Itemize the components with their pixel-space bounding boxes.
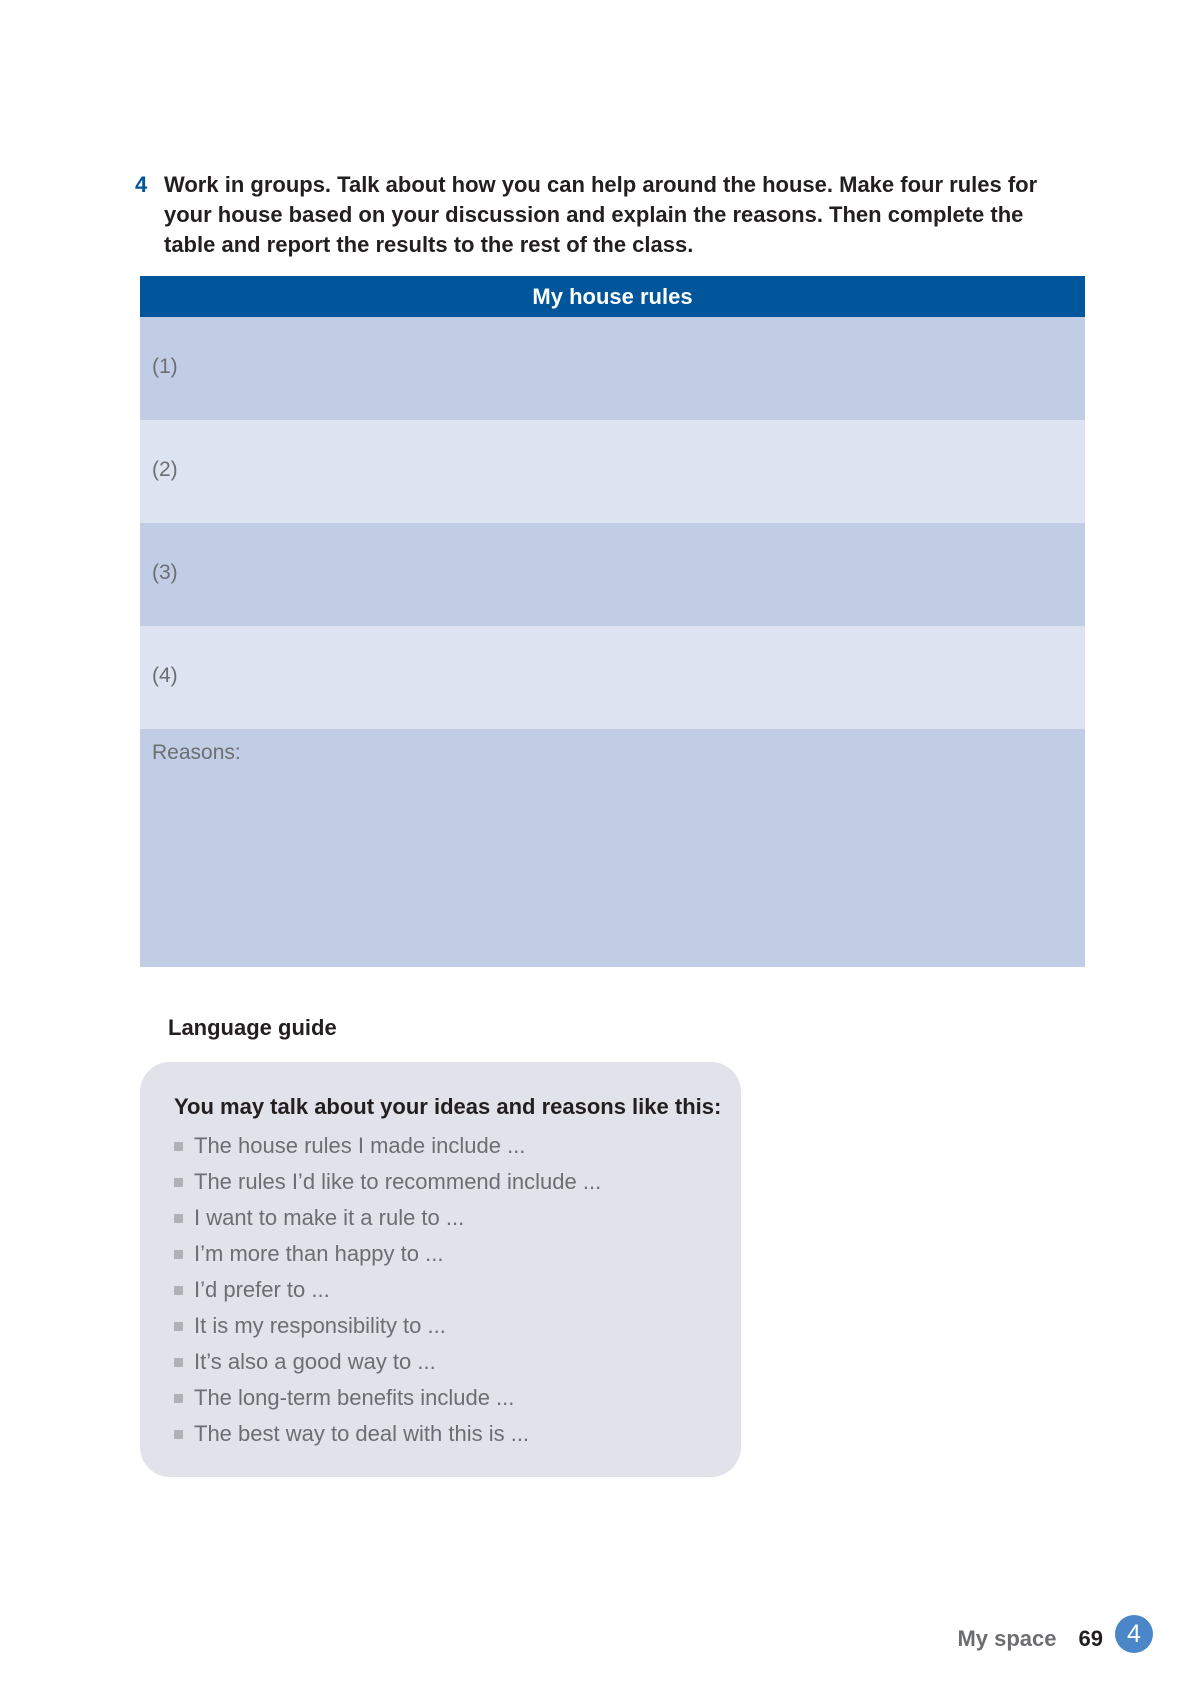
list-item xyxy=(174,1344,601,1380)
rule-row-number: (3) xyxy=(152,561,178,584)
language-guide-intro: You may talk about your ideas and reasons like this: xyxy=(174,1094,722,1119)
square-bullet-icon xyxy=(174,1286,183,1295)
rule-row-2[interactable] xyxy=(140,420,1085,523)
list-item-text: It’s also a good way to ... xyxy=(194,1349,436,1374)
list-item xyxy=(174,1236,601,1272)
list-item xyxy=(174,1164,601,1200)
list-item-text: The house rules I made include ... xyxy=(194,1133,526,1158)
reasons-label: Reasons: xyxy=(152,741,241,764)
list-item-text: I want to make it a rule to ... xyxy=(194,1205,465,1230)
unit-badge: 4 xyxy=(1115,1615,1153,1653)
list-item-text: I’m more than happy to ... xyxy=(194,1241,444,1266)
square-bullet-icon xyxy=(174,1214,183,1223)
square-bullet-icon xyxy=(174,1358,183,1367)
rule-row-number: (4) xyxy=(152,664,178,687)
square-bullet-icon xyxy=(174,1322,183,1331)
rule-row-1[interactable] xyxy=(140,317,1085,420)
language-guide-title: Language guide xyxy=(168,1015,337,1040)
rule-row-number: (2) xyxy=(152,458,178,481)
list-item-text: It is my responsibility to ... xyxy=(194,1313,446,1338)
square-bullet-icon xyxy=(174,1250,183,1259)
list-item-text: The best way to deal with this is ... xyxy=(194,1421,530,1446)
square-bullet-icon xyxy=(174,1430,183,1439)
list-item-text: The rules I’d like to recommend include ... xyxy=(194,1169,602,1194)
rule-row-4[interactable] xyxy=(140,626,1085,729)
language-guide-box xyxy=(140,1062,741,1477)
exercise-4 xyxy=(135,170,1075,260)
list-item xyxy=(174,1380,601,1416)
exercise-number: 4 xyxy=(135,172,148,197)
square-bullet-icon xyxy=(174,1142,183,1151)
page-number: 69 xyxy=(1078,1626,1103,1651)
list-item-text: The long-term benefits include ... xyxy=(194,1385,515,1410)
list-item xyxy=(174,1200,601,1236)
square-bullet-icon xyxy=(174,1178,183,1187)
list-item xyxy=(174,1308,601,1344)
page-footer xyxy=(957,1620,1153,1658)
language-guide-list xyxy=(174,1128,601,1452)
exercise-instruction: Work in groups. Talk about how you can help around the house. Make four rules for your house based on your discussion and explain the reasons. Then complete the table and report the results to the rest of the class. xyxy=(164,172,1038,257)
table-title: My house rules xyxy=(140,276,1085,317)
reasons-row[interactable] xyxy=(140,729,1085,967)
list-item xyxy=(174,1416,601,1452)
rule-row-3[interactable] xyxy=(140,523,1085,626)
list-item-text: I’d prefer to ... xyxy=(194,1277,330,1302)
chapter-title: My space xyxy=(957,1626,1057,1651)
house-rules-table xyxy=(140,276,1085,967)
rule-row-number: (1) xyxy=(152,355,178,378)
square-bullet-icon xyxy=(174,1394,183,1403)
list-item xyxy=(174,1128,601,1164)
list-item xyxy=(174,1272,601,1308)
